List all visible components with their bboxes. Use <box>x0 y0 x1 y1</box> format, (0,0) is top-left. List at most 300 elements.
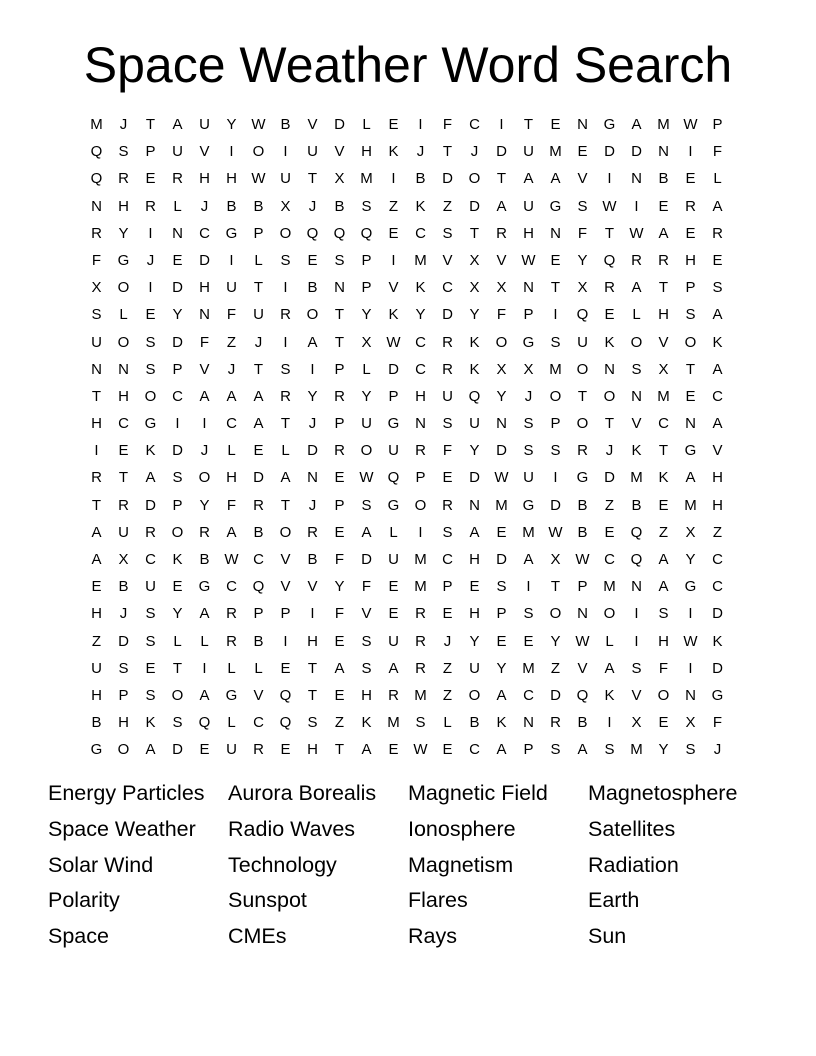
grid-letter[interactable]: J <box>470 143 479 161</box>
grid-letter[interactable]: D <box>361 551 372 568</box>
grid-letter[interactable]: N <box>91 197 102 215</box>
grid-letter[interactable]: K <box>604 333 615 351</box>
grid-letter[interactable]: I <box>634 197 639 215</box>
grid-letter[interactable]: T <box>496 170 507 188</box>
grid-letter[interactable]: L <box>389 523 398 541</box>
grid-letter[interactable]: Q <box>279 686 292 704</box>
grid-letter[interactable]: R <box>388 686 399 704</box>
grid-letter[interactable]: U <box>442 387 453 405</box>
grid-letter[interactable]: O <box>684 333 697 351</box>
grid-letter[interactable]: F <box>334 605 345 623</box>
grid-letter[interactable]: E <box>577 143 588 161</box>
grid-letter[interactable]: E <box>685 387 696 405</box>
grid-letter[interactable]: O <box>171 523 184 541</box>
grid-letter[interactable]: C <box>415 360 426 378</box>
grid-letter[interactable]: O <box>252 143 265 161</box>
grid-letter[interactable]: V <box>334 143 345 161</box>
grid-letter[interactable]: V <box>658 333 669 351</box>
grid-letter[interactable]: L <box>254 659 263 677</box>
grid-letter[interactable]: E <box>469 578 480 596</box>
grid-letter[interactable]: Y <box>496 659 507 677</box>
grid-letter[interactable]: N <box>118 360 129 378</box>
grid-letter[interactable]: O <box>549 605 562 623</box>
grid-letter[interactable]: B <box>577 714 588 732</box>
grid-letter[interactable]: D <box>469 469 480 487</box>
grid-letter[interactable]: R <box>550 714 561 732</box>
grid-letter[interactable]: S <box>361 659 372 677</box>
grid-letter[interactable]: R <box>91 469 102 487</box>
grid-letter[interactable]: N <box>91 360 102 378</box>
grid-letter[interactable]: M <box>414 551 427 568</box>
grid-letter[interactable]: U <box>226 741 237 759</box>
grid-letter[interactable]: A <box>712 360 723 378</box>
grid-letter[interactable]: E <box>388 224 399 242</box>
grid-letter[interactable]: U <box>361 415 372 433</box>
grid-letter[interactable]: E <box>334 686 345 704</box>
grid-letter[interactable]: Q <box>360 224 373 242</box>
grid-letter[interactable]: R <box>631 251 642 269</box>
grid-letter[interactable]: I <box>418 523 423 541</box>
grid-letter[interactable]: I <box>283 333 288 351</box>
grid-letter[interactable]: Z <box>442 659 453 677</box>
grid-letter[interactable]: A <box>469 523 480 541</box>
grid-letter[interactable]: C <box>145 551 156 568</box>
grid-letter[interactable]: S <box>172 469 183 487</box>
grid-letter[interactable]: T <box>118 469 129 487</box>
grid-letter[interactable]: R <box>145 523 156 541</box>
grid-letter[interactable]: P <box>442 578 453 596</box>
grid-letter[interactable]: A <box>145 469 156 487</box>
grid-letter[interactable]: P <box>712 116 723 133</box>
grid-letter[interactable]: V <box>280 551 291 568</box>
grid-letter[interactable]: L <box>254 251 263 269</box>
grid-letter[interactable]: I <box>94 442 99 460</box>
grid-letter[interactable]: E <box>604 523 615 541</box>
grid-letter[interactable]: N <box>577 605 588 623</box>
grid-letter[interactable]: O <box>468 170 481 188</box>
grid-letter[interactable]: D <box>604 469 615 487</box>
grid-letter[interactable]: E <box>658 197 669 215</box>
grid-letter[interactable]: A <box>388 659 399 677</box>
grid-letter[interactable]: H <box>307 741 318 759</box>
grid-letter[interactable]: F <box>496 306 507 324</box>
grid-letter[interactable]: A <box>334 659 345 677</box>
grid-letter[interactable]: V <box>307 116 318 133</box>
grid-letter[interactable]: C <box>604 551 615 568</box>
grid-letter[interactable]: T <box>604 415 615 433</box>
grid-letter[interactable]: Y <box>172 605 183 623</box>
grid-letter[interactable]: F <box>577 224 588 242</box>
grid-letter[interactable]: A <box>604 659 615 677</box>
grid-letter[interactable]: B <box>307 279 318 297</box>
grid-letter[interactable]: Z <box>604 496 615 514</box>
grid-letter[interactable]: U <box>91 659 102 677</box>
grid-letter[interactable]: I <box>283 632 288 650</box>
grid-letter[interactable]: Z <box>658 523 669 541</box>
grid-letter[interactable]: S <box>145 333 156 351</box>
grid-letter[interactable]: Y <box>172 306 183 324</box>
grid-letter[interactable]: Q <box>603 251 616 269</box>
grid-letter[interactable]: I <box>229 251 234 269</box>
grid-letter[interactable]: O <box>495 333 508 351</box>
grid-letter[interactable]: T <box>280 415 291 433</box>
grid-letter[interactable]: C <box>712 551 723 568</box>
grid-letter[interactable]: Z <box>388 197 399 215</box>
grid-letter[interactable]: R <box>172 170 183 188</box>
grid-letter[interactable]: X <box>550 551 561 568</box>
grid-letter[interactable]: D <box>388 360 399 378</box>
grid-letter[interactable]: B <box>118 578 129 596</box>
grid-letter[interactable]: T <box>658 442 669 460</box>
grid-letter[interactable]: R <box>442 333 453 351</box>
grid-letter[interactable]: Z <box>91 632 102 650</box>
grid-letter[interactable]: S <box>631 360 642 378</box>
grid-letter[interactable]: X <box>118 551 129 568</box>
grid-letter[interactable]: N <box>631 387 642 405</box>
grid-letter[interactable]: Y <box>550 632 561 650</box>
grid-letter[interactable]: S <box>442 224 453 242</box>
grid-letter[interactable]: E <box>172 578 183 596</box>
grid-letter[interactable]: Y <box>469 306 480 324</box>
grid-letter[interactable]: V <box>280 578 291 596</box>
grid-letter[interactable]: F <box>712 714 723 732</box>
grid-letter[interactable]: O <box>279 224 292 242</box>
grid-letter[interactable]: B <box>199 551 210 568</box>
grid-letter[interactable]: R <box>415 442 426 460</box>
grid-letter[interactable]: K <box>145 442 156 460</box>
grid-letter[interactable]: S <box>307 714 318 732</box>
grid-letter[interactable]: A <box>523 170 534 188</box>
grid-letter[interactable]: F <box>199 333 210 351</box>
grid-letter[interactable]: L <box>605 632 614 650</box>
grid-letter[interactable]: T <box>145 116 156 133</box>
grid-letter[interactable]: T <box>307 659 318 677</box>
grid-letter[interactable]: H <box>226 469 237 487</box>
grid-letter[interactable]: A <box>712 197 723 215</box>
grid-letter[interactable]: R <box>604 279 615 297</box>
grid-letter[interactable]: S <box>442 415 453 433</box>
grid-letter[interactable]: R <box>118 170 129 188</box>
grid-letter[interactable]: S <box>118 659 129 677</box>
grid-letter[interactable]: D <box>172 442 183 460</box>
grid-letter[interactable]: G <box>117 251 130 269</box>
grid-letter[interactable]: U <box>280 170 291 188</box>
grid-letter[interactable]: V <box>712 442 723 460</box>
grid-letter[interactable]: N <box>658 143 669 161</box>
grid-letter[interactable]: W <box>251 170 266 188</box>
grid-letter[interactable]: Q <box>387 469 400 487</box>
grid-letter[interactable]: G <box>549 197 562 215</box>
grid-letter[interactable]: S <box>361 496 372 514</box>
grid-letter[interactable]: H <box>199 279 210 297</box>
grid-letter[interactable]: U <box>388 551 399 568</box>
grid-letter[interactable]: D <box>334 116 345 133</box>
grid-letter[interactable]: I <box>688 605 693 623</box>
grid-letter[interactable]: E <box>118 442 129 460</box>
grid-letter[interactable]: V <box>577 170 588 188</box>
grid-letter[interactable]: E <box>712 251 723 269</box>
grid-letter[interactable]: W <box>602 197 617 215</box>
grid-letter[interactable]: G <box>684 442 697 460</box>
grid-letter[interactable]: M <box>603 578 616 596</box>
grid-letter[interactable]: C <box>226 415 237 433</box>
grid-letter[interactable]: E <box>550 251 561 269</box>
grid-letter[interactable]: P <box>334 360 345 378</box>
grid-letter[interactable]: A <box>658 224 669 242</box>
grid-letter[interactable]: H <box>685 251 696 269</box>
grid-letter[interactable]: A <box>91 551 102 568</box>
grid-letter[interactable]: T <box>334 333 345 351</box>
grid-letter[interactable]: H <box>415 387 426 405</box>
grid-letter[interactable]: P <box>523 306 534 324</box>
grid-letter[interactable]: Q <box>576 306 589 324</box>
grid-letter[interactable]: P <box>172 496 183 514</box>
grid-letter[interactable]: R <box>712 224 723 242</box>
grid-letter[interactable]: G <box>387 496 400 514</box>
grid-letter[interactable]: T <box>334 306 345 324</box>
grid-letter[interactable]: T <box>604 224 615 242</box>
grid-letter[interactable]: S <box>415 714 426 732</box>
grid-letter[interactable]: Q <box>468 387 481 405</box>
grid-letter[interactable]: F <box>226 496 237 514</box>
grid-letter[interactable]: X <box>658 360 669 378</box>
grid-letter[interactable]: U <box>469 659 480 677</box>
grid-letter[interactable]: N <box>550 224 561 242</box>
grid-letter[interactable]: S <box>523 442 534 460</box>
grid-letter[interactable]: D <box>496 551 507 568</box>
grid-letter[interactable]: O <box>630 333 643 351</box>
grid-letter[interactable]: S <box>280 251 291 269</box>
grid-letter[interactable]: X <box>685 523 696 541</box>
grid-letter[interactable]: B <box>253 632 264 650</box>
grid-letter[interactable]: W <box>575 632 590 650</box>
grid-letter[interactable]: N <box>307 469 318 487</box>
grid-letter[interactable]: I <box>391 170 396 188</box>
grid-letter[interactable]: S <box>550 333 561 351</box>
grid-letter[interactable]: P <box>415 469 426 487</box>
grid-letter[interactable]: P <box>172 360 183 378</box>
grid-letter[interactable]: V <box>199 360 210 378</box>
grid-letter[interactable]: E <box>145 170 156 188</box>
grid-letter[interactable]: M <box>657 387 670 405</box>
grid-letter[interactable]: A <box>550 170 561 188</box>
grid-letter[interactable]: E <box>388 116 399 133</box>
grid-letter[interactable]: I <box>202 659 207 677</box>
grid-letter[interactable]: G <box>684 578 697 596</box>
grid-letter[interactable]: N <box>631 578 642 596</box>
grid-letter[interactable]: R <box>685 197 696 215</box>
grid-letter[interactable]: N <box>685 415 696 433</box>
grid-letter[interactable]: M <box>414 578 427 596</box>
grid-letter[interactable]: V <box>307 578 318 596</box>
grid-letter[interactable]: P <box>334 496 345 514</box>
grid-letter[interactable]: E <box>334 523 345 541</box>
grid-letter[interactable]: E <box>523 632 534 650</box>
grid-letter[interactable]: Q <box>90 143 103 161</box>
grid-letter[interactable]: O <box>414 496 427 514</box>
grid-letter[interactable]: D <box>469 197 480 215</box>
grid-letter[interactable]: G <box>144 415 157 433</box>
grid-letter[interactable]: R <box>415 605 426 623</box>
grid-letter[interactable]: S <box>145 360 156 378</box>
grid-letter[interactable]: E <box>442 469 453 487</box>
grid-letter[interactable]: X <box>469 251 480 269</box>
grid-letter[interactable]: X <box>280 197 291 215</box>
grid-letter[interactable]: X <box>361 333 372 351</box>
grid-letter[interactable]: A <box>631 279 642 297</box>
grid-letter[interactable]: S <box>550 741 561 759</box>
grid-letter[interactable]: C <box>523 686 534 704</box>
grid-letter[interactable]: O <box>171 686 184 704</box>
grid-letter[interactable]: A <box>307 333 318 351</box>
grid-letter[interactable]: I <box>688 143 693 161</box>
grid-letter[interactable]: J <box>605 442 614 460</box>
grid-letter[interactable]: X <box>523 360 534 378</box>
grid-letter[interactable]: Y <box>118 224 129 242</box>
grid-letter[interactable]: R <box>415 659 426 677</box>
grid-letter[interactable]: R <box>91 224 102 242</box>
grid-letter[interactable]: U <box>523 197 534 215</box>
grid-letter[interactable]: P <box>253 605 264 623</box>
grid-letter[interactable]: E <box>253 442 264 460</box>
grid-letter[interactable]: W <box>629 224 644 242</box>
grid-letter[interactable]: U <box>91 333 102 351</box>
grid-letter[interactable]: U <box>469 415 480 433</box>
grid-letter[interactable]: W <box>413 741 428 759</box>
grid-letter[interactable]: Y <box>469 632 480 650</box>
grid-letter[interactable]: N <box>604 360 615 378</box>
grid-letter[interactable]: T <box>172 659 183 677</box>
grid-letter[interactable]: S <box>658 605 669 623</box>
grid-letter[interactable]: E <box>334 632 345 650</box>
grid-letter[interactable]: G <box>522 496 535 514</box>
grid-letter[interactable]: I <box>553 469 558 487</box>
grid-letter[interactable]: K <box>415 197 426 215</box>
grid-letter[interactable]: T <box>550 578 561 596</box>
grid-letter[interactable]: C <box>253 551 264 568</box>
grid-letter[interactable]: S <box>631 659 642 677</box>
grid-letter[interactable]: S <box>550 442 561 460</box>
grid-letter[interactable]: P <box>361 279 372 297</box>
grid-letter[interactable]: X <box>496 279 507 297</box>
grid-letter[interactable]: M <box>684 496 697 514</box>
grid-letter[interactable]: Z <box>226 333 237 351</box>
grid-letter[interactable]: V <box>631 415 642 433</box>
grid-letter[interactable]: Q <box>252 578 265 596</box>
grid-letter[interactable]: E <box>145 659 156 677</box>
grid-letter[interactable]: H <box>91 686 102 704</box>
grid-letter[interactable]: L <box>173 197 182 215</box>
grid-letter[interactable]: G <box>603 116 616 133</box>
grid-letter[interactable]: U <box>172 143 183 161</box>
grid-letter[interactable]: Y <box>577 251 588 269</box>
grid-letter[interactable]: O <box>306 306 319 324</box>
grid-letter[interactable]: L <box>443 714 452 732</box>
grid-letter[interactable]: R <box>334 442 345 460</box>
grid-letter[interactable]: P <box>334 415 345 433</box>
grid-letter[interactable]: M <box>630 741 643 759</box>
grid-letter[interactable]: U <box>577 333 588 351</box>
grid-letter[interactable]: Q <box>279 714 292 732</box>
grid-letter[interactable]: F <box>442 442 453 460</box>
grid-letter[interactable]: K <box>415 279 426 297</box>
grid-letter[interactable]: G <box>576 469 589 487</box>
grid-letter[interactable]: Q <box>333 224 346 242</box>
grid-letter[interactable]: H <box>226 170 237 188</box>
grid-letter[interactable]: E <box>199 741 210 759</box>
grid-letter[interactable]: E <box>442 741 453 759</box>
grid-letter[interactable]: L <box>713 170 722 188</box>
grid-letter[interactable]: T <box>523 116 534 133</box>
grid-letter[interactable]: A <box>172 116 183 133</box>
grid-letter[interactable]: E <box>172 251 183 269</box>
grid-letter[interactable]: Y <box>658 741 669 759</box>
grid-letter[interactable]: Y <box>199 496 210 514</box>
grid-letter[interactable]: C <box>442 551 453 568</box>
grid-letter[interactable]: C <box>253 714 264 732</box>
grid-letter[interactable]: T <box>280 496 291 514</box>
grid-letter[interactable]: L <box>227 442 236 460</box>
grid-letter[interactable]: L <box>362 116 371 133</box>
grid-letter[interactable]: L <box>200 632 209 650</box>
grid-letter[interactable]: N <box>631 170 642 188</box>
grid-letter[interactable]: V <box>361 605 372 623</box>
grid-letter[interactable]: S <box>145 605 156 623</box>
grid-letter[interactable]: S <box>712 279 723 297</box>
grid-letter[interactable]: A <box>199 387 210 405</box>
grid-letter[interactable]: L <box>173 632 182 650</box>
grid-letter[interactable]: S <box>361 632 372 650</box>
grid-letter[interactable]: M <box>90 116 103 133</box>
grid-letter[interactable]: W <box>224 551 239 568</box>
grid-letter[interactable]: Z <box>712 523 723 541</box>
grid-letter[interactable]: B <box>658 170 669 188</box>
grid-letter[interactable]: C <box>712 578 723 596</box>
grid-letter[interactable]: Y <box>334 578 345 596</box>
grid-letter[interactable]: H <box>118 197 129 215</box>
grid-letter[interactable]: Y <box>685 551 696 568</box>
grid-letter[interactable]: M <box>522 659 535 677</box>
grid-letter[interactable]: H <box>361 686 372 704</box>
grid-letter[interactable]: U <box>523 143 534 161</box>
grid-letter[interactable]: M <box>387 714 400 732</box>
grid-letter[interactable]: H <box>469 605 480 623</box>
grid-letter[interactable]: S <box>442 523 453 541</box>
grid-letter[interactable]: J <box>713 741 722 759</box>
grid-letter[interactable]: O <box>360 442 373 460</box>
grid-letter[interactable]: A <box>496 686 507 704</box>
grid-letter[interactable]: J <box>119 605 128 623</box>
grid-letter[interactable]: S <box>145 632 156 650</box>
grid-letter[interactable]: D <box>712 659 723 677</box>
grid-letter[interactable]: B <box>226 197 237 215</box>
grid-letter[interactable]: W <box>251 116 266 133</box>
grid-letter[interactable]: C <box>172 387 183 405</box>
grid-letter[interactable]: E <box>685 224 696 242</box>
grid-letter[interactable]: A <box>361 741 372 759</box>
grid-letter[interactable]: M <box>657 116 670 133</box>
grid-letter[interactable]: T <box>307 686 318 704</box>
grid-letter[interactable]: E <box>334 469 345 487</box>
grid-letter[interactable]: W <box>359 469 374 487</box>
grid-letter[interactable]: K <box>361 714 372 732</box>
grid-letter[interactable]: I <box>202 415 207 433</box>
grid-letter[interactable]: J <box>443 632 452 650</box>
grid-letter[interactable]: D <box>307 442 318 460</box>
grid-letter[interactable]: K <box>388 143 399 161</box>
grid-letter[interactable]: L <box>227 714 236 732</box>
grid-letter[interactable]: J <box>524 387 533 405</box>
